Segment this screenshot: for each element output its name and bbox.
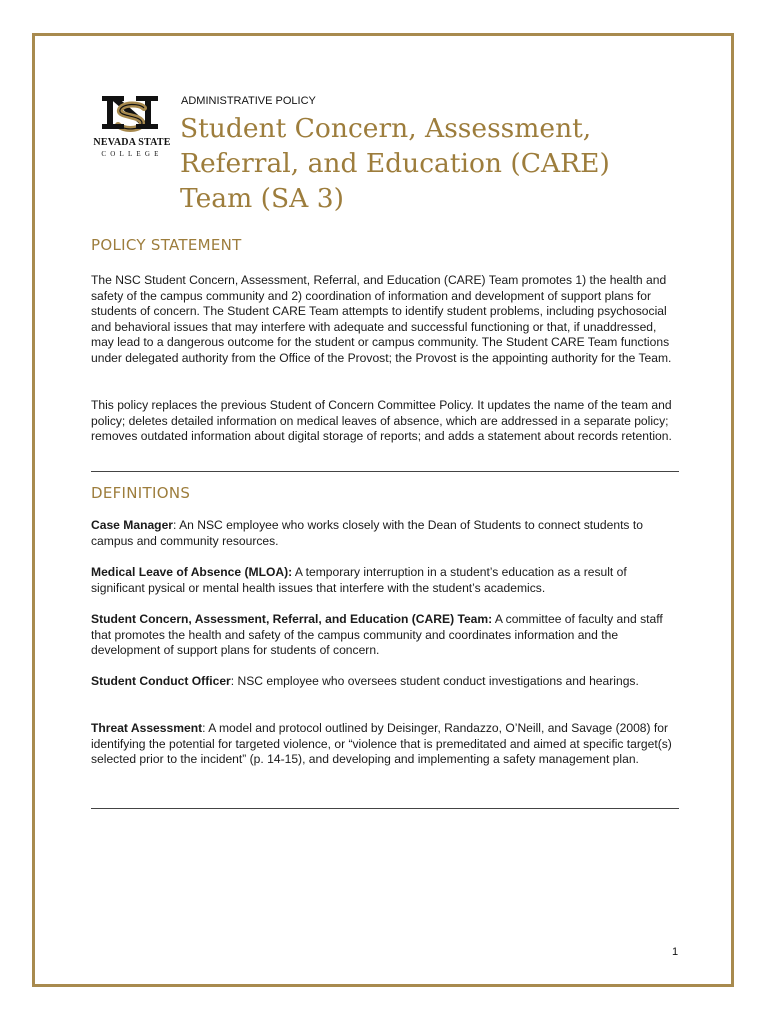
definition-term: Student Concern, Assessment, Referral, and Education (CARE) Team:	[91, 612, 493, 626]
policy-paragraph-2: This policy replaces the previous Student of Concern Committee Policy. It updates the name of the team and policy; deletes detailed information on medical leaves of absence, which are addressed in a separate policy; removes outdated information about digital storage of reports; and adds a statement about records retention.	[91, 398, 672, 444]
monogram-icon	[100, 94, 164, 136]
college-logo	[92, 94, 172, 164]
definition-text: A temporary interruption in a student’s education as a result of significant pysical or mental health issues that interfere with the student’s academics.	[91, 565, 627, 595]
definition-term: Threat Assessment	[91, 721, 203, 735]
section-divider	[91, 471, 679, 472]
section-divider	[91, 808, 679, 809]
document-type: ADMINISTRATIVE POLICY	[181, 95, 316, 107]
definition-term: Student Conduct Officer	[91, 674, 231, 688]
definition-term: Medical Leave of Absence (MLOA):	[91, 565, 293, 579]
logo-subtitle: COLLEGE	[101, 150, 163, 158]
logo-name: NEVADA STATE	[93, 137, 171, 148]
definitions-heading: DEFINITIONS	[91, 484, 191, 502]
definition-text: A committee of faculty and staff that promotes the health and safety of the campus community and coordinates information and the development of support plans for students of concern.	[91, 612, 663, 658]
definition-text: NSC employee who oversees student conduct investigations and hearings.	[237, 674, 639, 688]
policy-paragraph-1: The NSC Student Concern, Assessment, Referral, and Education (CARE) Team promotes 1) the health and safety of the campus community and 2) coordination of information and development of support plans for students of concern. The Student CARE Team attempts to identify student problems, including psychosocial and behavioral issues that may interfere with adequate and successful functioning or that, if unaddressed, may lead to a dangerous outcome for the student or campus community. The Student CARE Team functions under delegated authority from the Office of the Provost; the Provost is the appointing authority for the Team.	[91, 273, 672, 365]
definition-text: An NSC employee who works closely with the Dean of Students to connect students to campus and community resources.	[91, 518, 643, 548]
definition-item: Case Manager: An NSC employee who works closely with the Dean of Students to connect students to campus and community resources.	[91, 518, 643, 548]
definition-item: Student Conduct Officer: NSC employee who oversees student conduct investigations and hearings.	[91, 674, 639, 688]
page-title: Student Concern, Assessment, Referral, and Education (CARE) Team (SA 3)	[180, 113, 610, 214]
policy-statement-heading: POLICY STATEMENT	[91, 236, 242, 254]
definition-item	[91, 565, 681, 596]
definition-item: Threat Assessment: A model and protocol outlined by Deisinger, Randazzo, O’Neill, and Savage (2008) for identifying the potential for targeted violence, or “violence that is premeditated and aimed at specific target(s) selected prior to the incident” (p. 14-15), and developing and implementing a safety management plan.	[91, 721, 672, 767]
definition-term: Case Manager	[91, 518, 174, 532]
definition-text: A model and protocol outlined by Deisinger, Randazzo, O’Neill, and Savage (2008) for identifying the potential for targeted violence, or “violence that is premeditated and aimed at specific target(s) selected prior to the incident” (p. 14-15), and developing and implementing a safety management plan.	[91, 721, 672, 767]
definition-item	[91, 612, 681, 659]
page-number: 1	[672, 946, 679, 958]
